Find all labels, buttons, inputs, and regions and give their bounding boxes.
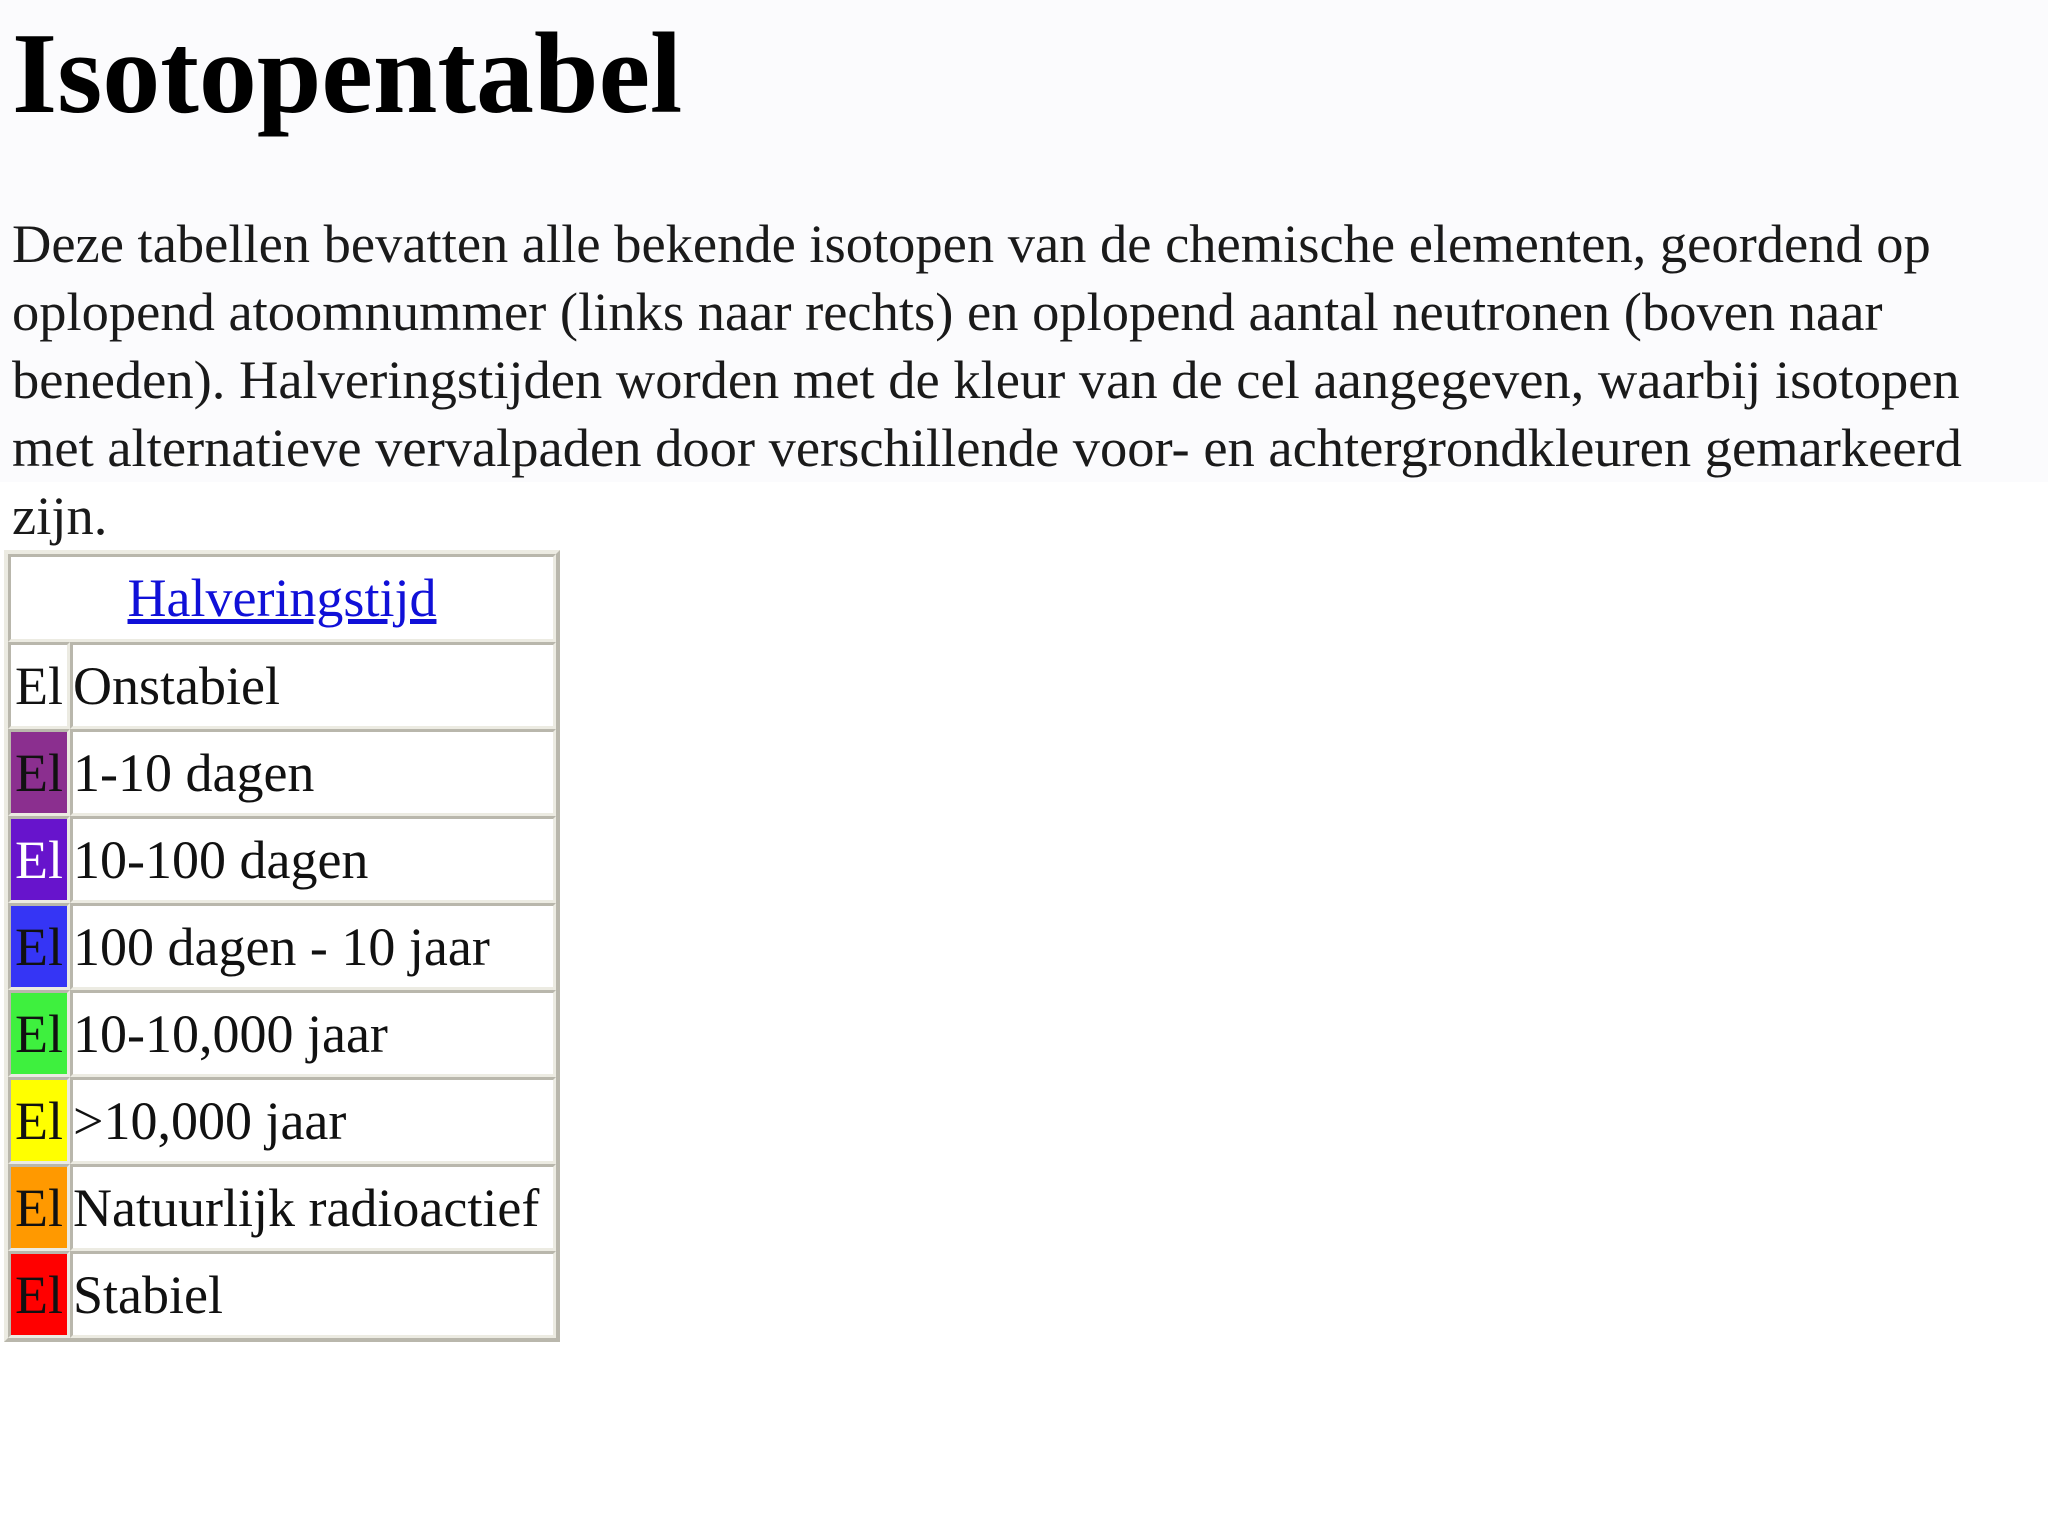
legend-label: 10-10,000 jaar <box>70 990 556 1077</box>
half-life-link[interactable]: Halveringstijd <box>127 568 437 628</box>
legend-row-10-10000-years <box>8 990 556 1077</box>
legend-row-1-10-days <box>8 729 556 816</box>
legend-header-cell <box>8 554 556 642</box>
half-life-legend-table <box>4 550 560 1342</box>
intro-paragraph: Deze tabellen bevatten alle bekende isotopen van de chemische elementen, geordend op oplopend atoomnummer (links naar rechts) en oplopend aantal neutronen (boven naar beneden). Halveringstijden worden met de kleur van de cel aangegeven, waarbij isotopen met alternatieve vervalpaden door verschillende voor- en achtergrondkleuren gemarkeerd zijn. <box>12 213 1962 546</box>
legend-label: 100 dagen - 10 jaar <box>70 903 556 990</box>
legend-swatch: El <box>8 1164 70 1251</box>
intro-section <box>0 0 2048 546</box>
legend-swatch: El <box>8 903 70 990</box>
legend-swatch: El <box>8 990 70 1077</box>
legend-swatch: El <box>8 816 70 903</box>
page-title: Isotopentabel <box>12 10 683 138</box>
legend-swatch: El <box>8 1077 70 1164</box>
legend-label: 10-100 dagen <box>70 816 556 903</box>
legend-row-stable <box>8 1251 556 1338</box>
legend-row-over-10000-years <box>8 1077 556 1164</box>
legend-row-10-100-days <box>8 816 556 903</box>
legend-label: 1-10 dagen <box>70 729 556 816</box>
legend-swatch: El <box>8 1251 70 1338</box>
legend-label: Natuurlijk radioactief <box>70 1164 556 1251</box>
legend-label: Stabiel <box>70 1251 556 1338</box>
legend-row-naturally-radioactive <box>8 1164 556 1251</box>
legend-swatch: El <box>8 729 70 816</box>
legend-header-row <box>8 554 556 642</box>
legend-row-unstable <box>8 642 556 729</box>
legend-label: Onstabiel <box>70 642 556 729</box>
legend-row-100-days-10-years <box>8 903 556 990</box>
legend-swatch: El <box>8 642 70 729</box>
legend-label: >10,000 jaar <box>70 1077 556 1164</box>
